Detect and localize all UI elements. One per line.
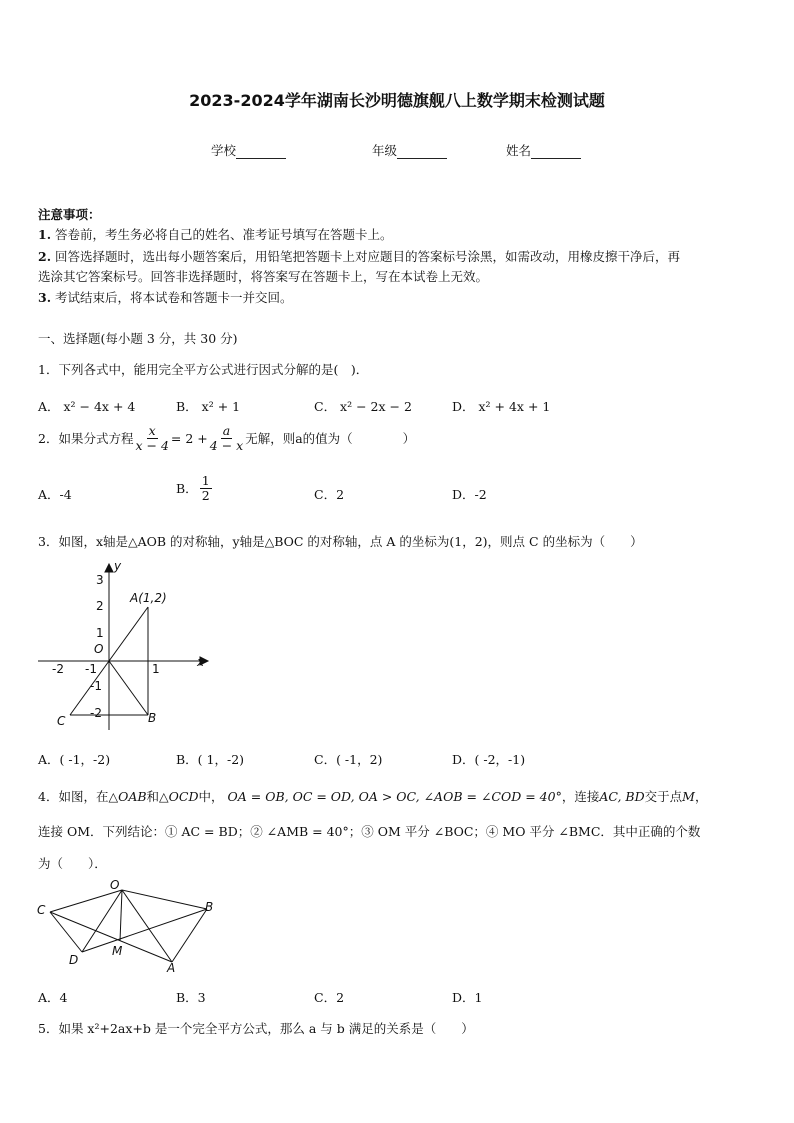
q4-triangle-figure <box>32 876 222 981</box>
q1-option-c: C． x² − 2x − 2 <box>314 399 412 414</box>
label-o: O <box>94 642 104 656</box>
q1-stem: 1．下列各式中，能用完全平方公式进行因式分解的是( )． <box>38 362 369 377</box>
q3-option-a: A．( -1，-2) <box>38 752 111 767</box>
q2-fraction-2: $\frac{a}{4 - x}$ <box>209 423 244 453</box>
q4-line-1: 4．如图，在△OAB和△OCD中， OA = OB, OC = OD, OA > OC, ∠AOB = ∠COD = 40°，连接AC, BD交于点M， <box>38 789 708 804</box>
q5-stem: 5．如果 x²+2ax+b 是一个完全平方公式，那么 a 与 b 满足的关系是（ ） <box>38 1021 474 1036</box>
q2-option-d: D．-2 <box>452 487 487 502</box>
label-a: A <box>167 961 176 975</box>
q2-option-a: A．-4 <box>38 487 72 502</box>
label-y: y <box>114 560 122 573</box>
svg-text:-1: -1 <box>90 679 102 693</box>
q3-option-c: C．( -1，2) <box>314 752 383 767</box>
q1-option-a: A． x² − 4x + 4 <box>38 399 136 414</box>
school-field <box>211 141 286 159</box>
name-label: 姓名 <box>506 143 532 158</box>
grade-label: 年级 <box>372 143 398 158</box>
label-o: O <box>110 878 120 892</box>
q2-option-c: C．2 <box>314 487 345 502</box>
q3-stem: 3．如图，x轴是△AOB 的对称轴，y轴是△BOC 的对称轴，点 A 的坐标为(1，2)，则点 C 的坐标为（ ） <box>38 534 643 549</box>
q2-fraction-1: $\frac{x}{x - 4}$ <box>135 423 169 453</box>
label-x: x <box>197 655 205 669</box>
note-2a: 2. 回答选择题时，选出每小题答案后，用铅笔把答题卡上对应题目的答案标号涂黑，如需改动，用橡皮擦干净后，再 <box>38 249 681 264</box>
q4-option-b: B．3 <box>176 990 206 1005</box>
label-b: B <box>205 900 214 914</box>
q2-stem: 2．如果分式方程 $\frac{x}{x - 4}$ = 2 + $\frac{a}{4 - x}$ 无解，则a的值为（ ） <box>38 423 416 453</box>
label-d: D <box>69 953 79 967</box>
q3-coordinate-figure <box>30 560 220 740</box>
svg-text:1: 1 <box>96 626 104 640</box>
q4-option-c: C．2 <box>314 990 345 1005</box>
label-b: B <box>148 711 157 725</box>
label-a: A(1,2) <box>130 591 167 605</box>
label-c: C <box>37 903 46 917</box>
q2-option-b: B． $\frac{1}{2}$ <box>176 473 210 503</box>
q1-option-b: B． x² + 1 <box>176 399 241 414</box>
page-title: 2023-2024学年湖南长沙明德旗舰八上数学期末检测试题 <box>189 91 605 110</box>
svg-text:-2: -2 <box>52 662 64 676</box>
svg-text:1: 1 <box>152 662 160 676</box>
segment-oa <box>109 607 148 661</box>
grade-field <box>372 141 447 159</box>
label-m: M <box>112 944 123 958</box>
note-1: 1. 答卷前，考生务必将自己的姓名、准考证号填写在答题卡上。 <box>38 227 393 242</box>
svg-text:-2: -2 <box>90 706 102 720</box>
q4-option-d: D．1 <box>452 990 483 1005</box>
label-c: C <box>57 714 66 728</box>
q3-option-d: D．( -2，-1) <box>452 752 526 767</box>
section-heading: 一、选择题(每小题 3 分，共 30 分) <box>38 331 238 346</box>
q1-option-d: D． x² + 4x + 1 <box>452 399 551 414</box>
q4-line-3: 为（ ）． <box>38 856 107 871</box>
q4-option-a: A．4 <box>38 990 68 1005</box>
q3-option-b: B．( 1，-2) <box>176 752 245 767</box>
svg-text:-1: -1 <box>85 662 97 676</box>
svg-text:3: 3 <box>96 573 104 587</box>
note-3: 3. 考试结束后，将本试卷和答题卡一并交回。 <box>38 290 293 305</box>
notes-heading: 注意事项： <box>38 207 101 222</box>
svg-text:2: 2 <box>96 599 104 613</box>
name-field <box>506 141 581 159</box>
segment-ob <box>109 661 148 715</box>
note-2b: 选涂其它答案标号。回答非选择题时，将答案写在答题卡上，写在本试卷上无效。 <box>38 269 489 284</box>
q4-line-2: 连接 OM．下列结论：① AC = BD；② ∠AMB = 40°；③ OM 平分 ∠BOC；④ MO 平分 ∠BMC．其中正确的个数 <box>38 824 701 839</box>
school-label: 学校 <box>211 143 237 158</box>
